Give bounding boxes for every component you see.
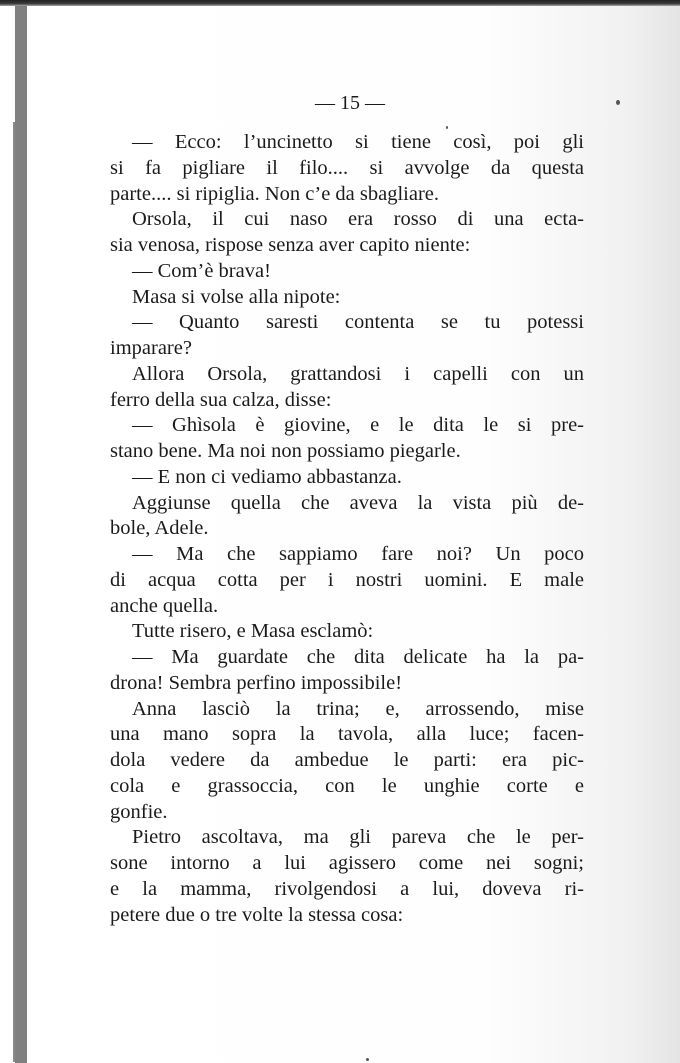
paragraph [110, 362, 584, 414]
text-line: Aggiunse quella che aveva la vista più de- [132, 491, 584, 514]
text-line: petere due o tre volte la stessa cosa: [110, 903, 404, 926]
paper-speck [616, 100, 620, 105]
text-line: — Ma che sappiamo fare noi? Un poco [132, 543, 584, 565]
text-line: Pietro ascoltava, ma gli pareva che le per- [132, 826, 584, 849]
page-number: — 15 — [315, 92, 385, 114]
paragraph [110, 697, 584, 826]
text-line: si fa pigliare il filo.... si avvolge da questa [110, 156, 584, 179]
text-line: gonfie. [110, 800, 168, 823]
text-line: Anna lasciò la trina; e, arrossendo, mise [132, 697, 584, 720]
paragraph [110, 645, 584, 697]
body-text [110, 130, 584, 928]
text-line: anche quella. [110, 594, 219, 617]
text-line: drona! Sembra perfino impossibile! [110, 671, 403, 694]
text-line: bole, Adele. [110, 517, 209, 540]
paragraph [110, 130, 584, 207]
book-spine-binding [15, 6, 27, 1063]
paragraph [110, 285, 584, 311]
text-line: — E non ci vediamo abbastanza. [132, 465, 402, 488]
paper-speck [446, 126, 448, 129]
text-line: una mano sopra la tavola, alla luce; facen- [110, 723, 584, 746]
paragraph [110, 207, 584, 259]
paragraph [110, 259, 584, 285]
paragraph [110, 825, 584, 928]
text-line: Allora Orsola, grattandosi i capelli con un [132, 362, 584, 385]
text-line: — Com’è brava! [132, 259, 271, 282]
text-line: e la mamma, rivolgendosi a lui, doveva ri- [110, 877, 584, 900]
text-line: imparare? [110, 337, 192, 359]
text-line: parte.... si ripiglia. Non c’e da sbagliare. [110, 182, 440, 205]
text-line: stano bene. Ma noi non possiamo piegarle. [110, 440, 461, 462]
paragraph [110, 619, 584, 645]
text-line: Orsola, il cui naso era rosso di una ecta- [132, 208, 584, 231]
text-line: di acqua cotta per i nostri uomini. E male [110, 568, 584, 591]
paragraph [110, 542, 584, 619]
text-line: sone intorno a lui agissero come nei sogni; [110, 852, 584, 874]
text-line: — Ecco: l’uncinetto si tiene così, poi gli [132, 131, 584, 153]
paragraph [110, 310, 584, 362]
text-line: dola vedere da ambedue le parti: era pic- [110, 749, 584, 771]
paragraph [110, 465, 584, 491]
text-line: sia venosa, rispose senza aver capito niente: [110, 234, 471, 256]
text-line: Masa si volse alla nipote: [132, 285, 341, 308]
text-line: — Ghìsola è giovine, e le dita le si pre- [132, 414, 584, 437]
text-line: Tutte risero, e Masa esclamò: [132, 620, 374, 643]
text-line: ferro della sua calza, disse: [110, 388, 332, 411]
paragraph [110, 491, 584, 543]
text-line: — Ma guardate che dita delicate ha la pa- [132, 646, 584, 668]
paper-speck [366, 1058, 369, 1061]
paragraph [110, 413, 584, 465]
text-line: cola e grassoccia, con le unghie corte e [110, 774, 584, 797]
text-line: — Quanto saresti contenta se tu potessi [132, 311, 584, 334]
